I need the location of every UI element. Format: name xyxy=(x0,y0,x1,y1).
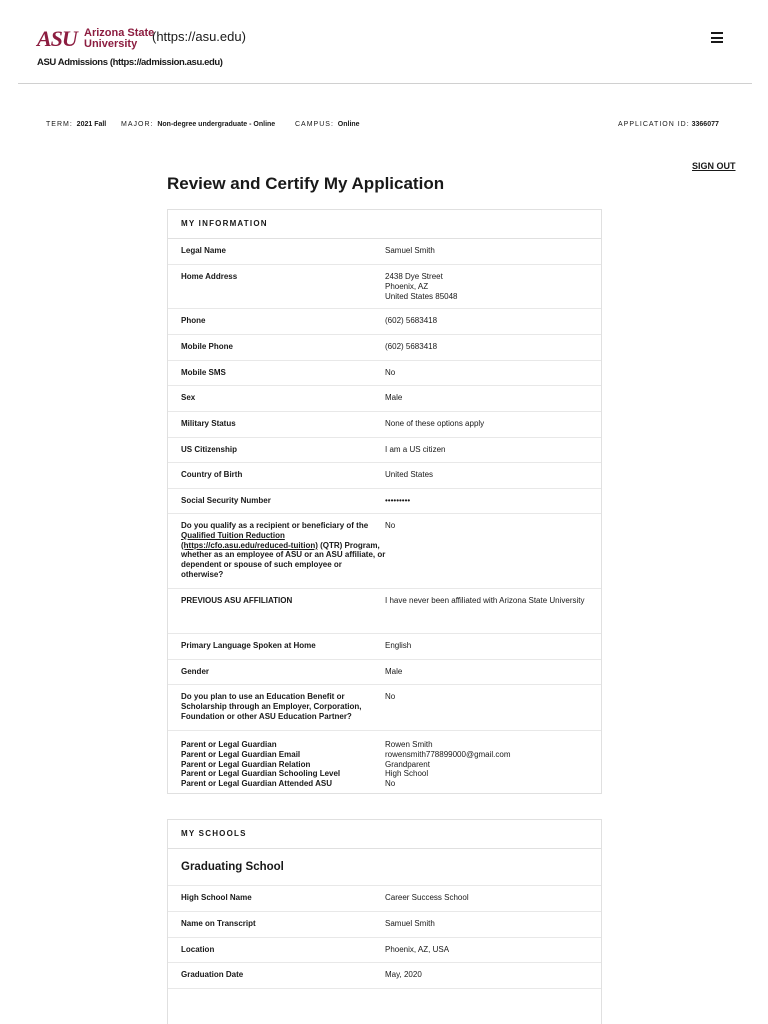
header-divider xyxy=(18,83,752,84)
major-label: MAJOR: xyxy=(121,121,154,128)
info-label: Country of Birth xyxy=(181,470,243,479)
qtr-text-before: Do you qualify as a recipient or beneficiary of the xyxy=(181,521,369,530)
info-label: Mobile SMS xyxy=(181,368,226,377)
info-label xyxy=(181,521,386,580)
info-value: 2438 Dye Street Phoenix, AZ United States 85048 xyxy=(385,272,458,301)
major-info xyxy=(121,120,275,130)
info-row-mobile-phone xyxy=(168,335,601,361)
school-row-location xyxy=(168,938,601,963)
info-row-parent-guardian xyxy=(168,731,601,793)
term-info xyxy=(46,120,106,130)
info-row-sex xyxy=(168,386,601,412)
info-row-mobile-sms xyxy=(168,361,601,386)
info-row-ssn xyxy=(168,489,601,514)
application-id-info xyxy=(618,120,719,130)
info-label: Mobile Phone xyxy=(181,342,233,351)
info-value: English xyxy=(385,641,412,650)
info-value: ••••••••• xyxy=(385,496,411,505)
info-row-qtr xyxy=(168,514,601,589)
my-schools-card xyxy=(167,819,602,1024)
page-title: Review and Certify My Application xyxy=(167,174,445,193)
school-label: Graduation Date xyxy=(181,970,244,979)
asu-url-link[interactable]: (https://asu.edu) xyxy=(152,29,246,44)
info-row-phone xyxy=(168,309,601,335)
info-value: United States xyxy=(385,470,434,479)
info-label: Parent or Legal Guardian Parent or Legal Guardian Email Parent or Legal Guardian Relation Parent or Legal Guardian Schooling Level Parent or Legal Guardian Attended ASU xyxy=(181,740,341,789)
term-value: 2021 Fall xyxy=(76,121,107,128)
application-info-bar xyxy=(0,120,768,130)
info-label: Legal Name xyxy=(181,246,226,255)
logo-line-2: University xyxy=(84,38,138,50)
info-label: US Citizenship xyxy=(181,445,238,454)
school-value: Career Success School xyxy=(385,893,469,902)
asu-admissions-link[interactable]: ASU Admissions (https://admission.asu.edu) xyxy=(37,57,223,68)
info-row-gender xyxy=(168,660,601,685)
application-id-label: APPLICATION ID: xyxy=(618,121,690,128)
qtr-link[interactable]: Qualified Tuition Reduction (https://cfo.asu.edu/reduced-tuition) xyxy=(181,530,318,550)
info-label: Sex xyxy=(181,393,196,402)
school-value: May, 2020 xyxy=(385,970,422,979)
info-row-legal-name xyxy=(168,239,601,265)
my-information-heading: MY INFORMATION xyxy=(168,210,601,239)
campus-value: Online xyxy=(337,121,360,128)
school-value: Phoenix, AZ, USA xyxy=(385,945,450,954)
logo-line-1: Arizona State xyxy=(84,27,155,39)
asu-logo[interactable] xyxy=(37,28,155,50)
info-row-country-of-birth xyxy=(168,463,601,489)
application-id-value: 3366077 xyxy=(691,121,719,128)
major-value: Non-degree undergraduate - Online xyxy=(157,121,276,128)
school-row-transcript-name xyxy=(168,912,601,938)
info-label: Do you plan to use an Education Benefit or Scholarship through an Employer, Corporation, Foundation or other ASU Education Partner? xyxy=(181,692,362,721)
info-value: No xyxy=(385,692,396,701)
info-value: No xyxy=(385,521,396,530)
info-label: Phone xyxy=(181,316,206,325)
info-label: Military Status xyxy=(181,419,236,428)
info-value: Male xyxy=(385,393,403,402)
my-schools-heading: MY SCHOOLS xyxy=(168,820,601,849)
info-row-us-citizenship xyxy=(168,438,601,463)
info-value: Rowen Smith rowensmith778899000@gmail.com Grandparent High School No xyxy=(385,740,511,789)
info-label: Home Address xyxy=(181,272,238,281)
hamburger-menu-icon[interactable] xyxy=(711,32,723,43)
asu-logo-mark: ASU xyxy=(37,26,77,51)
info-row-home-address xyxy=(168,265,601,309)
info-row-military-status xyxy=(168,412,601,438)
info-label: Primary Language Spoken at Home xyxy=(181,641,316,650)
info-row-previous-affiliation xyxy=(168,589,601,634)
school-row-graduation-date xyxy=(168,963,601,989)
info-value: None of these options apply xyxy=(385,419,485,428)
asu-logo-text xyxy=(84,28,154,50)
qtr-text-after: (QTR) Program, whether as an employee of ASU or an ASU affiliate, or dependent or spouse of such employee or otherwise? xyxy=(181,540,386,579)
info-value: I have never been affiliated with Arizona State University xyxy=(385,596,585,605)
graduating-school-heading: Graduating School xyxy=(168,849,601,886)
info-label: Gender xyxy=(181,667,210,676)
info-value: I am a US citizen xyxy=(385,445,446,454)
info-label: Social Security Number xyxy=(181,496,271,505)
site-header xyxy=(0,0,768,84)
info-value: Male xyxy=(385,667,403,676)
sign-out-link[interactable]: SIGN OUT xyxy=(692,161,736,171)
my-information-card xyxy=(167,209,602,794)
term-label: TERM: xyxy=(46,121,73,128)
school-row-name xyxy=(168,886,601,912)
info-value: Samuel Smith xyxy=(385,246,435,255)
info-label: PREVIOUS ASU AFFILIATION xyxy=(181,596,293,605)
info-value: No xyxy=(385,368,396,377)
school-label: Location xyxy=(181,945,215,954)
info-row-primary-language xyxy=(168,634,601,660)
school-label: Name on Transcript xyxy=(181,919,256,928)
info-row-education-benefit xyxy=(168,685,601,731)
campus-label: CAMPUS: xyxy=(295,121,334,128)
info-value: (602) 5683418 xyxy=(385,316,438,325)
school-label: High School Name xyxy=(181,893,252,902)
campus-info xyxy=(295,120,360,130)
school-value: Samuel Smith xyxy=(385,919,435,928)
info-value: (602) 5683418 xyxy=(385,342,438,351)
